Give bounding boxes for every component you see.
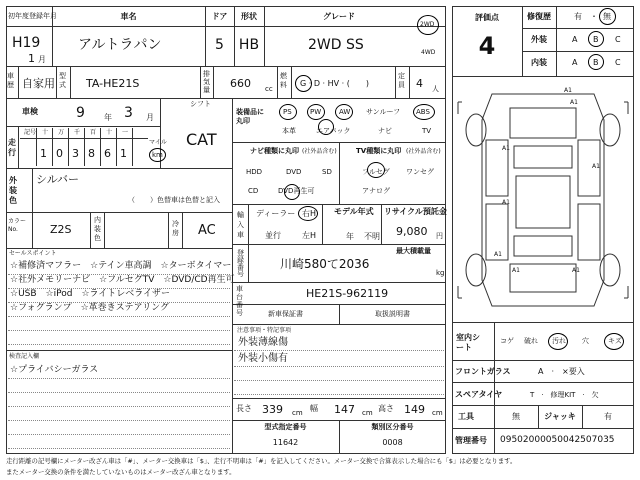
first-reg-era: H19 <box>12 35 41 51</box>
persons-unit: 人 <box>432 85 439 93</box>
odometer-digit: 1 <box>120 147 127 160</box>
divider <box>381 204 382 244</box>
registration-label: 登録番号 <box>237 249 244 278</box>
spare-tire-label: スペアタイヤ <box>455 390 503 399</box>
damage-mark: A1 <box>570 99 578 106</box>
line <box>452 322 634 323</box>
sales-point-line: ☆社外メモリーナビ ☆フルセグTV ☆DVD/CD再生可 <box>10 275 235 285</box>
inspector-report-label: 検査記入欄 <box>9 353 40 360</box>
shape-label: 形状 <box>241 12 257 21</box>
shape-value: HB <box>238 37 260 53</box>
tv-option: フルセグ <box>362 168 390 176</box>
rule-line <box>8 344 230 345</box>
width-value: 147 <box>334 403 355 416</box>
score-value: 4 <box>478 32 496 60</box>
bracket <box>624 286 628 298</box>
interior-sheet-option: キズ <box>608 337 622 345</box>
line <box>232 282 446 283</box>
interior-sheet-option: 汚れ <box>552 337 566 345</box>
height-value: 149 <box>404 403 425 416</box>
car-name: アルトラパン <box>78 37 162 53</box>
line <box>452 428 634 429</box>
grade-label: グレード <box>323 12 355 21</box>
rear-left-wheel <box>466 254 486 286</box>
ps-circle <box>279 104 297 120</box>
footer-note-2: またメーター交換の条件を満たしていないものはメーター改ざん車となります。 <box>6 468 236 476</box>
inspection-month: 3 <box>124 105 133 121</box>
import-label: 輸入車 <box>237 211 244 239</box>
capacity-label: 定員 <box>398 72 405 89</box>
management-label: 管理番号 <box>455 436 487 445</box>
shift-label: シフト <box>190 100 211 108</box>
line <box>452 360 634 361</box>
main-form-frame <box>6 6 446 454</box>
damage-mark: A1 <box>502 199 510 206</box>
line <box>452 76 634 77</box>
equipment-option: ナビ <box>378 127 392 135</box>
color-note-prefix: （ <box>128 196 135 204</box>
recycle-unit: 円 <box>436 232 443 240</box>
odometer-digit: 1 <box>40 147 47 160</box>
rear-right-wheel <box>600 254 620 286</box>
right-rear-door <box>578 204 600 260</box>
length-unit: cm <box>292 409 303 417</box>
odometer-digit: 0 <box>56 147 63 160</box>
tv-option: アナログ <box>362 187 390 195</box>
roof-panel <box>516 176 570 228</box>
odometer-place-header: 十 <box>106 129 113 136</box>
bracket <box>458 286 462 298</box>
line <box>452 405 634 406</box>
line <box>232 244 446 245</box>
navi-option: SD <box>322 168 332 176</box>
damage-mark: A1 <box>592 163 600 170</box>
equipment-option: PW <box>310 108 322 116</box>
inspector-note-line: 外装小傷有 <box>238 353 288 364</box>
tv-sub: (社外品含む) <box>406 148 441 155</box>
color-no-value: Z2S <box>50 223 72 236</box>
airbag-circle <box>318 119 334 135</box>
interior-sheet-option: 穴 <box>582 337 589 345</box>
divider <box>168 212 169 248</box>
unit-mile: マイル <box>149 139 167 146</box>
inspection-label: 車検 <box>22 107 38 116</box>
exterior-color: シルバー <box>36 173 79 186</box>
line <box>6 126 160 127</box>
pw-circle <box>307 104 325 120</box>
inspection-year: 9 <box>76 105 85 121</box>
divider <box>494 322 495 454</box>
hood-panel <box>510 108 576 138</box>
shift-value: CAT <box>186 130 217 149</box>
length-label: 長さ <box>236 404 252 413</box>
divider <box>395 66 396 98</box>
front-glass-label: フロントガラス <box>455 367 511 376</box>
rule-line <box>8 274 230 275</box>
color-no-label: カラー No. <box>8 218 27 233</box>
bracket <box>624 102 628 114</box>
repair-label: 修復歴 <box>527 12 551 21</box>
equipment-option: 本革 <box>282 127 296 135</box>
exterior-grade-option: B <box>593 35 599 44</box>
score-label: 評価点 <box>475 13 499 22</box>
line <box>522 51 634 52</box>
model-year-label: モデル年式 <box>334 207 374 216</box>
height-unit: cm <box>432 409 443 417</box>
model-year-unknown: 不明 <box>364 232 380 241</box>
inspection-year-unit: 年 <box>104 113 112 122</box>
exterior-label: 外装色 <box>9 176 17 205</box>
width-unit: cm <box>362 409 373 417</box>
front-right-wheel <box>600 114 620 146</box>
odometer-cell-divider <box>116 128 117 166</box>
chassis-label: 車台番号 <box>236 285 243 317</box>
manual-label: 取扱説明書 <box>375 310 410 318</box>
inspector-notes-label: 注意事項・特記事項 <box>237 327 292 334</box>
odometer-digit: 8 <box>88 147 95 160</box>
height-label: 高さ <box>378 404 394 413</box>
unit-km: km <box>152 151 163 159</box>
odometer-digit: 6 <box>104 147 111 160</box>
exterior-b-circle <box>588 31 604 47</box>
divider <box>32 212 33 248</box>
rear-glass-panel <box>514 236 572 256</box>
odometer-place-header: 十 <box>42 129 49 136</box>
line <box>6 212 232 213</box>
interior-sheet-label: 室内シート <box>456 333 480 352</box>
odometer-cell-divider <box>36 128 37 166</box>
rule-line <box>234 366 444 367</box>
line <box>6 248 232 249</box>
usage-label: 車歴 <box>7 72 14 89</box>
recycle-value: 9,080 <box>396 225 428 238</box>
exterior-grade-option: A <box>572 35 578 44</box>
rule-line <box>8 316 230 317</box>
odometer-cell-divider <box>52 128 53 166</box>
divider <box>322 204 323 244</box>
ac-value: AC <box>198 223 216 238</box>
model-label: 型式 <box>59 72 66 89</box>
line <box>232 324 446 325</box>
odometer-place-header: 百 <box>90 129 97 136</box>
class-value: 0008 <box>382 438 403 447</box>
tv-option: ワンセグ <box>406 168 434 176</box>
first-reg-label: 初年度登録年月 <box>8 12 57 20</box>
color-note: ）色替車は色替と記入 <box>150 196 220 204</box>
fullseg-circle <box>367 162 385 178</box>
model-value: TA-HE21S <box>86 77 140 90</box>
line <box>522 28 634 29</box>
divider <box>90 212 91 248</box>
drive-2wd: 2WD <box>420 21 435 28</box>
equipment-option: ABS <box>416 108 430 116</box>
ac-label: 冷房 <box>172 220 179 237</box>
odometer-header-line <box>20 138 148 139</box>
damage-mark: A1 <box>494 251 502 258</box>
odometer-cell-divider <box>68 128 69 166</box>
abs-circle <box>413 104 435 120</box>
stain-circle <box>548 333 568 350</box>
inspector-note-line: 外装薄線傷 <box>238 337 288 348</box>
odometer-cell-divider <box>132 128 133 166</box>
bracket <box>458 102 462 114</box>
recycle-label: リサイクル預託金 <box>384 207 447 216</box>
front-left-wheel <box>466 114 486 146</box>
divider <box>291 66 292 98</box>
tools-value: 無 <box>512 412 520 421</box>
capacity-value: 4 <box>416 77 423 90</box>
repair-yes: 有 <box>574 12 582 21</box>
jack-value: 有 <box>604 412 612 421</box>
equipment-option: PS <box>283 108 292 116</box>
import-right: 右H <box>302 209 317 218</box>
navi-option: DVD <box>286 168 302 176</box>
equipment-option: サンルーフ <box>366 108 401 116</box>
divider <box>56 66 57 98</box>
interior-b-circle <box>588 54 604 70</box>
car-name-label: 車名 <box>120 12 137 21</box>
sales-point-line: ☆フォグランプ ☆革巻きステアリング <box>10 303 169 313</box>
aw-circle <box>335 104 353 120</box>
odometer-cell-divider <box>100 128 101 166</box>
rule-line <box>8 288 230 289</box>
divider <box>18 126 19 168</box>
doors-label: ドア <box>211 12 228 21</box>
repair-no: 無 <box>603 12 611 21</box>
doors-value: 5 <box>215 37 224 53</box>
width-label: 幅 <box>310 404 318 413</box>
interior-grade-option: B <box>593 58 599 67</box>
cc-unit: cc <box>265 85 273 93</box>
grade-value: 2WD SS <box>308 37 364 53</box>
displacement-value: 660 <box>230 77 251 90</box>
rule-line <box>8 448 230 449</box>
jack-label: ジャッキ <box>544 412 576 421</box>
divider <box>248 204 249 282</box>
odometer-place-header: 万 <box>58 129 65 136</box>
sales-points-label: セールスポイント <box>9 250 57 257</box>
divider <box>200 66 201 98</box>
tools-label: 工具 <box>458 412 474 421</box>
rule-line <box>234 394 444 395</box>
rule-line <box>8 420 230 421</box>
equipment-label: 装備品に丸印 <box>236 108 264 125</box>
divider <box>182 212 183 248</box>
line <box>452 382 634 383</box>
interior-sheet-option: コゲ <box>500 337 514 345</box>
rule-line <box>234 380 444 381</box>
interior-grade-option: C <box>615 58 621 67</box>
max-load-label: 最大積載量 <box>396 247 431 255</box>
row1-bottom-line <box>6 66 446 67</box>
odometer-cell-divider <box>84 128 85 166</box>
import-left: 左H <box>302 231 317 240</box>
chassis-value: HE21S-962119 <box>306 287 389 300</box>
interior-grade-option: A <box>572 58 578 67</box>
interior-sheet-option: 破れ <box>524 337 538 345</box>
inspection-month-unit: 月 <box>146 113 154 122</box>
exterior-grade-option: C <box>615 35 621 44</box>
line <box>6 168 232 169</box>
exterior-grade-label: 外装 <box>531 35 547 44</box>
divider <box>556 6 557 76</box>
model-year-unit: 年 <box>346 232 354 241</box>
rule-line <box>8 378 230 379</box>
odometer-place-header: 一 <box>122 129 129 136</box>
management-value: 09502000050042507035 <box>500 435 615 445</box>
row2-bottom-line <box>6 98 446 99</box>
divider <box>104 212 105 248</box>
rule-line <box>8 392 230 393</box>
divider <box>339 142 340 204</box>
damage-mark: A1 <box>564 87 572 94</box>
dvd-playback-circle <box>284 184 300 200</box>
rule-line <box>234 350 444 351</box>
damage-mark: A1 <box>502 145 510 152</box>
first-reg-month: 1 <box>28 52 35 65</box>
inspector-report-line: ☆プライバシーガラス <box>10 365 99 375</box>
max-load-unit: kg <box>436 269 445 277</box>
odometer-label: 走行 <box>8 138 16 157</box>
row1-header-line <box>6 26 446 27</box>
car-body-outline <box>482 94 604 306</box>
rule-line <box>8 302 230 303</box>
fuel-label: 燃料 <box>280 72 287 89</box>
scratch-circle <box>604 333 624 350</box>
interior-color-label: 内装色 <box>94 216 101 242</box>
type-cert-value: 11642 <box>272 438 299 447</box>
import-parallel: 並行 <box>265 231 281 240</box>
import-dealer: ディーラー <box>256 209 296 218</box>
fuel-options: G · D · HV · ( ) <box>300 79 369 88</box>
length-value: 339 <box>262 403 283 416</box>
drive-4wd: 4WD <box>421 49 436 56</box>
damage-mark: A1 <box>572 267 580 274</box>
new-car-warranty-label: 新車保証書 <box>268 310 303 318</box>
navi-sub: (社外品含む) <box>302 148 337 155</box>
month-unit: 月 <box>38 55 46 64</box>
type-cert-label: 型式指定番号 <box>264 423 307 431</box>
class-label: 類別区分番号 <box>371 423 414 431</box>
front-glass-value: A · ×要入 <box>538 367 585 376</box>
equipment-option: エアバック <box>316 127 351 135</box>
navi-option: HDD <box>246 168 263 176</box>
equipment-option: TV <box>422 127 432 135</box>
odometer-place-header: 千 <box>74 129 81 136</box>
equipment-option: AW <box>339 108 351 116</box>
divider <box>409 66 410 98</box>
sales-point-line: ☆USB ☆iPod ☆ライトレベライザー <box>10 289 170 299</box>
odometer-place-header: 記号 <box>24 129 37 136</box>
usage-value: 自家用 <box>22 77 55 90</box>
line <box>6 350 232 351</box>
line <box>232 204 446 205</box>
divider <box>32 168 33 212</box>
divider <box>213 66 214 98</box>
interior-grade-label: 内装 <box>531 58 547 67</box>
footer-note-1: 走行距離の記号欄にメーター改ざん車は「#」、メーター交換車は「$」、走行不明車は「#」を記入してください。メーター交換で合算表示した場合にも「$」は必要となります。 <box>6 457 517 465</box>
divider <box>277 66 278 98</box>
divider <box>70 66 71 98</box>
repair-dot: ・ <box>590 12 598 21</box>
rule-line <box>8 434 230 435</box>
rule-line <box>8 330 230 331</box>
divider <box>18 66 19 98</box>
navi-option: DVD再生可 <box>278 187 315 195</box>
damage-mark: A1 <box>512 267 520 274</box>
tv-label: TV種類に丸印 <box>356 147 402 155</box>
navi-label: ナビ種類に丸印 <box>250 147 299 155</box>
car-damage-diagram <box>454 80 632 320</box>
odometer-digit: 3 <box>72 147 79 160</box>
registration-value: 川崎580て2036 <box>280 257 370 271</box>
windshield-panel <box>514 146 572 168</box>
navi-option: CD <box>248 187 259 195</box>
line <box>232 398 446 399</box>
rule-line <box>8 406 230 407</box>
displacement-label: 排気量 <box>203 70 210 94</box>
spare-tire-value: T · 修理KIT · 欠 <box>530 391 599 399</box>
sales-point-line: ☆補修済マフラー ☆テイン車高調 ☆ターボタイマー <box>10 261 232 271</box>
